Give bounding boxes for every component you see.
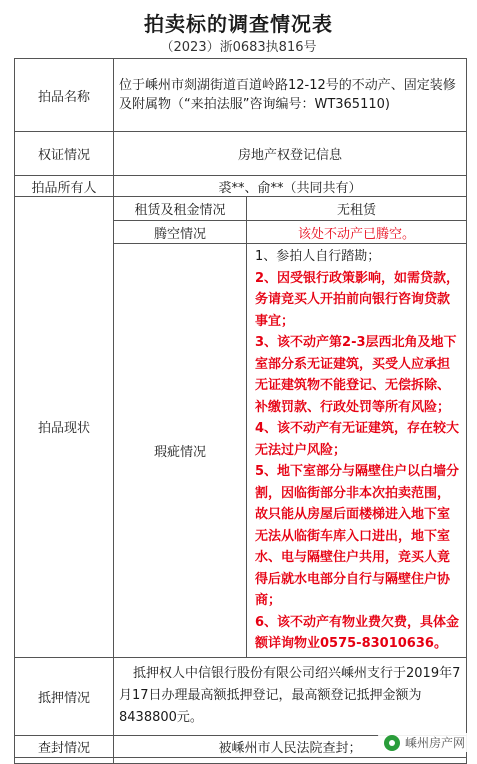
lease-label: 租赁及租金情况 xyxy=(114,197,247,221)
item-name-value: 位于嵊州市剡湖街道百道岭路12-12号的不动产、固定装修及附属物（“来拍法服”咨询编号：WT365110) xyxy=(114,59,467,132)
row-lease xyxy=(15,197,467,221)
defect-item: 1、参拍人自行踏勘； xyxy=(255,249,381,264)
vacate-value: 该处不动产已腾空。 xyxy=(247,221,467,244)
title-status-value: 房地产权登记信息 xyxy=(114,132,467,176)
watermark-text: 嵊州房产网 xyxy=(404,736,465,750)
lease-value: 无租赁 xyxy=(247,197,467,221)
mortgage-value: 抵押权人中信银行股份有限公司绍兴嵊州支行于2019年7月17日办理最高额抵押登记，最高额登记抵押金额为8438800元。 xyxy=(114,657,467,735)
title-status-label: 权证情况 xyxy=(15,132,114,176)
defect-item: 4、该不动产有无证建筑，存在较大无法过户风险； xyxy=(255,421,460,458)
row-cutoff xyxy=(15,757,467,763)
defects-label: 瑕疵情况 xyxy=(114,244,247,658)
survey-table xyxy=(14,58,467,764)
defect-item: 5、地下室部分与隔壁住户以白墙分割，因临街部分非本次拍卖范围，故只能从房屋后面楼梯进入地下室无法从临街车库入口进出，地下室水、电与隔壁住户共用，竞买人竟得后就水电部分自行与隔壁住户协商； xyxy=(255,464,460,608)
row-mortgage xyxy=(15,657,467,735)
seizure-value: 被嵊州市人民法院查封； xyxy=(114,735,467,757)
defect-item: 3、该不动产第2-3层西北角及地下室部分系无证建筑，买受人应承担无证建筑物不能登记、无偿拆除、补缴罚款、行政处罚等所有风险； xyxy=(255,335,457,415)
owner-label: 拍品所有人 xyxy=(15,176,114,197)
mortgage-label: 抵押情况 xyxy=(15,657,114,735)
watermark xyxy=(378,733,471,752)
row-title-status xyxy=(15,132,467,176)
case-number: （2023）浙0683执816号 xyxy=(160,40,317,55)
wechat-icon xyxy=(384,735,400,751)
defect-item: 6、该不动产有物业费欠费，具体金额详询物业0575-83010636。 xyxy=(255,614,460,651)
vacate-label: 腾空情况 xyxy=(114,221,247,244)
item-name-label: 拍品名称 xyxy=(15,59,114,132)
row-owner xyxy=(15,176,467,197)
defects-cell xyxy=(247,244,467,658)
owner-value: 裘**、俞**（共同共有） xyxy=(114,176,467,197)
defects-list xyxy=(251,246,462,655)
page-title: 拍卖标的调查情况表 xyxy=(144,12,333,36)
defect-item: 2、因受银行政策影响，如需贷款，务请竞买人开拍前向银行咨询贷款事宜； xyxy=(255,270,460,329)
row-item-name xyxy=(15,59,467,132)
seizure-label: 查封情况 xyxy=(15,735,114,757)
status-label: 拍品现状 xyxy=(15,197,114,658)
